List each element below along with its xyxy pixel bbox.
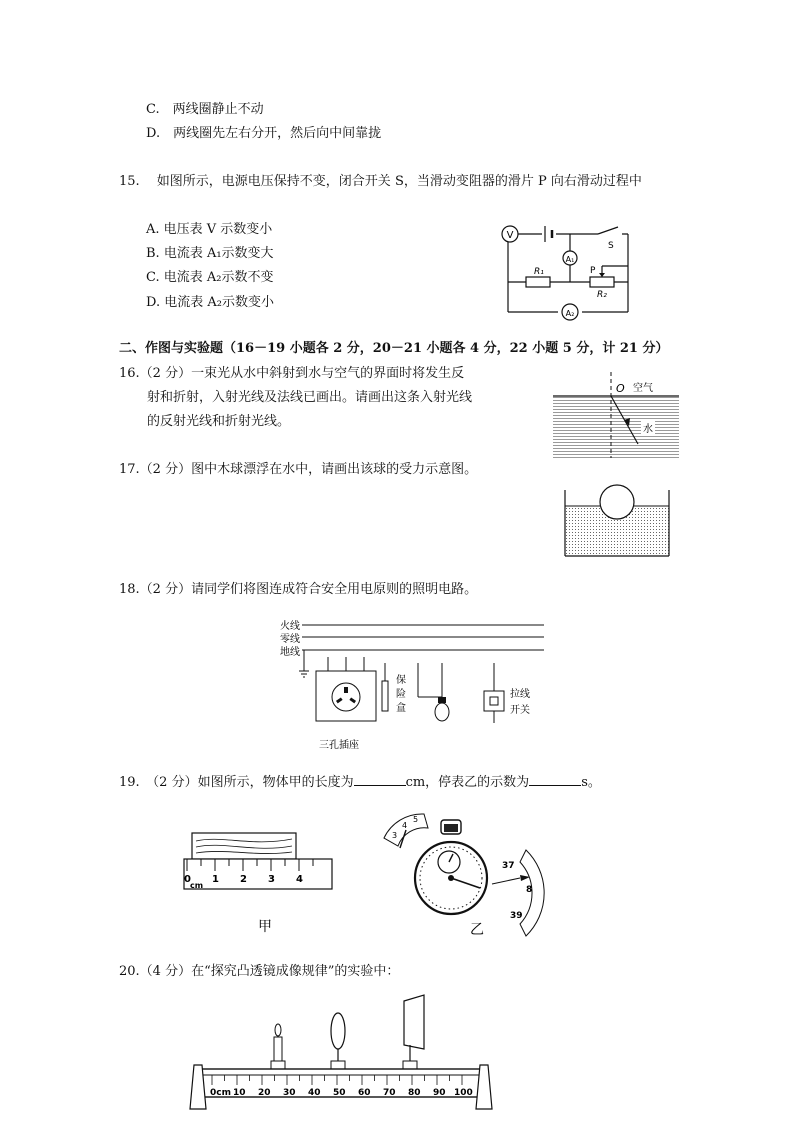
voltmeter-label: V — [506, 230, 514, 241]
pull-switch-label-2: 开关 — [510, 705, 530, 716]
q19-time-blank[interactable] — [529, 773, 581, 786]
label-yi: 乙 — [470, 922, 484, 938]
live-wire-label: 火线 — [280, 621, 300, 632]
three-hole-socket — [316, 671, 376, 721]
large-dial-8: 8 — [526, 885, 533, 895]
neutral-wire-label: 零线 — [280, 634, 300, 645]
socket-label: 三孔插座 — [319, 740, 359, 751]
ruler — [184, 859, 332, 889]
ground-wire-label: 地线 — [280, 647, 300, 658]
pull-switch — [484, 691, 504, 711]
ammeter-a1-label: A₁ — [565, 255, 575, 264]
q19-ruler-diagram — [182, 833, 337, 935]
large-dial-37: 37 — [502, 861, 515, 871]
point-o-label: O — [616, 382, 625, 395]
fuse-label-2: 险 — [396, 689, 406, 700]
resistor-r1-label: R₁ — [534, 267, 544, 277]
ruler-tick-1: 1 — [212, 874, 219, 885]
candle-flame — [275, 1024, 281, 1036]
bench-label-90: 90 — [433, 1088, 446, 1098]
ruler-tick-0: 0 — [184, 874, 191, 885]
q15-option-b: B. 电流表 A₁示数变大 — [146, 246, 274, 261]
q14-option-d: D. 两线圈先左右分开，然后向中间靠拢 — [146, 126, 382, 141]
small-dial-4: 4 — [402, 821, 408, 830]
q15-stem: 15. 如图所示，电源电压保持不变，闭合开关 S，当滑动变阻器的滑片 P 向右滑动过程中 — [119, 174, 642, 189]
slider-p-label: P — [590, 266, 596, 276]
switch-label: S — [608, 241, 614, 251]
air-label: 空气 — [633, 383, 653, 394]
bench-label-30: 30 — [283, 1088, 296, 1098]
resistor-r1-symbol — [526, 277, 550, 287]
convex-lens — [331, 1013, 345, 1049]
q19-length-blank[interactable] — [354, 773, 406, 786]
q15-circuit-diagram — [500, 222, 650, 322]
bench-label-50: 50 — [333, 1088, 346, 1098]
q19-mid: cm，停表乙的示数为 — [405, 775, 530, 790]
large-dial-39: 39 — [510, 911, 523, 921]
bench-label-10: 10 — [233, 1088, 246, 1098]
bench-label-70: 70 — [383, 1088, 396, 1098]
q16-line-2: 射和折射，入射光线及法线已画出。请画出这条入射光线 — [147, 390, 473, 405]
rheostat-r2-label: R₂ — [597, 290, 607, 300]
q18-wiring-diagram — [278, 617, 548, 759]
bench-label-20: 20 — [258, 1088, 271, 1098]
wooden-block — [192, 833, 296, 859]
label-jia: 甲 — [258, 919, 272, 935]
ruler-tick-4: 4 — [296, 874, 303, 885]
q18-line-1: 18.（2 分）请同学们将图连成符合安全用电原则的照明电路。 — [119, 582, 478, 597]
q16-line-1: 16.（2 分）一束光从水中斜射到水与空气的界面时将发生反 — [119, 366, 465, 381]
fuse-label-3: 盒 — [396, 703, 406, 714]
ruler-tick-3: 3 — [268, 874, 275, 885]
q16-refraction-diagram — [553, 372, 683, 460]
bench-label-40: 40 — [308, 1088, 321, 1098]
wooden-ball — [600, 485, 634, 519]
ruler-unit: cm — [190, 881, 204, 890]
rheostat-r2-symbol — [590, 277, 614, 287]
water-label: 水 — [643, 424, 653, 435]
q14-option-c: C. 两线圈静止不动 — [146, 102, 264, 117]
bench-label-80: 80 — [408, 1088, 421, 1098]
candle — [274, 1037, 282, 1061]
q20-line-1: 20.（4 分）在“探究凸透镜成像规律”的实验中： — [119, 964, 400, 979]
bench-label-60: 60 — [358, 1088, 371, 1098]
bench-label-100: 100 — [454, 1088, 473, 1098]
ammeter-a2-label: A₂ — [565, 309, 575, 318]
q15-option-a: A. 电压表 V 示数变小 — [146, 222, 273, 237]
q20-optical-bench-diagram — [190, 993, 492, 1111]
small-dial-5: 5 — [413, 815, 419, 824]
light-bulb — [435, 703, 449, 721]
q19-suffix: s。 — [581, 775, 601, 790]
q17-line-1: 17.（2 分）图中木球漂浮在水中，请画出该球的受力示意图。 — [119, 462, 478, 477]
small-dial-3: 3 — [392, 831, 398, 840]
bench-label-0: 0cm — [210, 1088, 231, 1098]
pull-switch-label-1: 拉线 — [510, 689, 530, 700]
fuse-label-1: 保 — [396, 675, 406, 686]
q19-text — [119, 773, 601, 792]
section-2-title: 二、作图与实验题（16－19 小题各 2 分，20－21 小题各 4 分，22 小题 5 分，计 21 分） — [119, 341, 669, 356]
q15-option-c: C. 电流表 A₂示数不变 — [146, 270, 274, 285]
q19-stopwatch-diagram — [380, 810, 560, 938]
light-screen — [404, 995, 424, 1049]
q16-line-3: 的反射光线和折射光线。 — [147, 414, 291, 429]
q15-option-d: D. 电流表 A₂示数变小 — [146, 295, 274, 310]
q17-floating-ball-diagram — [563, 484, 673, 559]
ruler-tick-2: 2 — [240, 874, 247, 885]
fuse-box — [382, 681, 388, 711]
q19-prefix: 19. （2 分）如图所示，物体甲的长度为 — [119, 775, 354, 790]
